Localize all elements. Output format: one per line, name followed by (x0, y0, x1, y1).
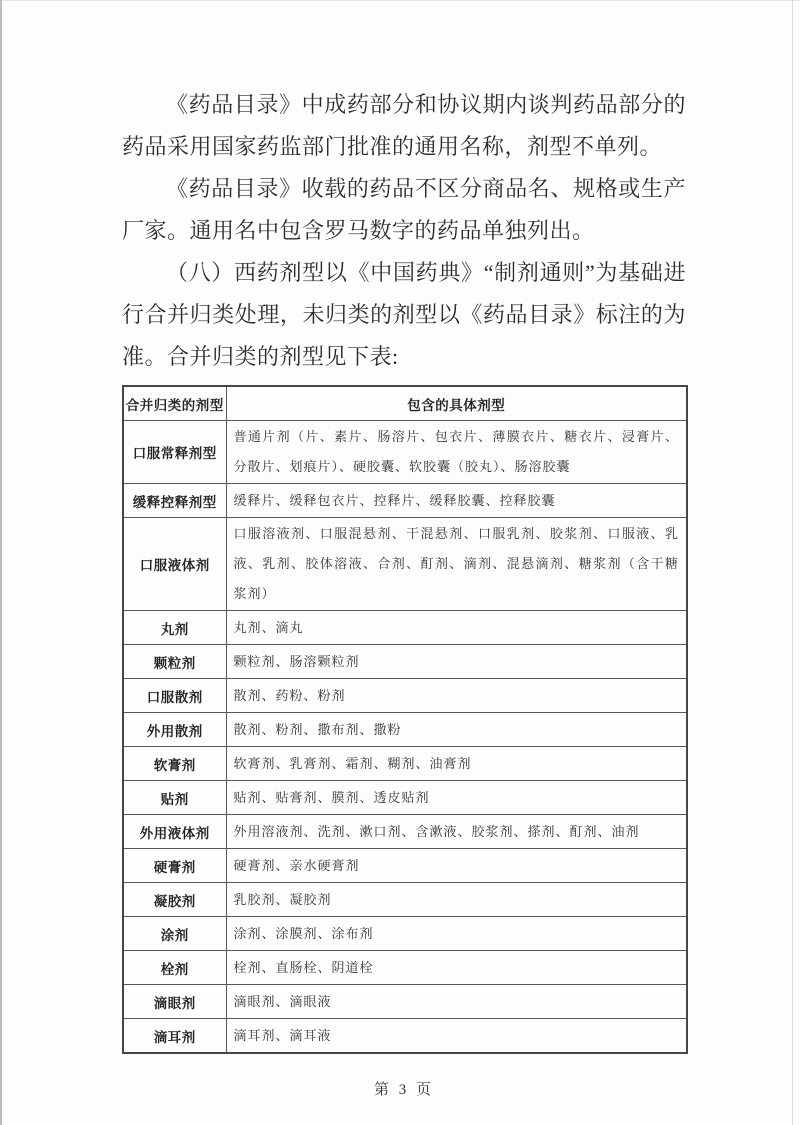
category-cell: 软膏剂 (123, 747, 226, 781)
category-cell: 贴剂 (123, 781, 226, 815)
category-cell: 栓剂 (123, 951, 226, 985)
category-cell: 外用散剂 (123, 713, 226, 747)
paragraph-drug-catalog-naming: 《药品目录》中成药部分和协议期内谈判药品部分的药品采用国家药监部门批准的通用名称，剂型不单列。 (122, 92, 686, 159)
scan-edge-top (0, 0, 800, 1)
table-header-category: 合并归类的剂型 (123, 386, 226, 421)
forms-cell: 硬膏剂、亲水硬膏剂 (226, 849, 687, 883)
forms-cell: 普通片剂（片、素片、肠溶片、包衣片、薄膜衣片、糖衣片、浸膏片、分散片、划痕片）、硬胶囊、软胶囊（胶丸）、肠溶胶囊 (226, 421, 687, 484)
page-number: 第 3 页 (373, 1082, 434, 1098)
forms-cell: 软膏剂、乳膏剂、霜剂、糊剂、油膏剂 (226, 747, 687, 781)
forms-cell: 外用溶液剂、洗剂、漱口剂、含漱液、胶浆剂、搽剂、酊剂、油剂 (226, 815, 687, 849)
forms-cell: 散剂、药粉、粉剂 (226, 679, 687, 713)
category-cell: 口服散剂 (123, 679, 226, 713)
category-cell: 口服液体剂 (123, 518, 226, 611)
category-cell: 滴耳剂 (123, 1019, 226, 1054)
table-row (123, 883, 687, 917)
forms-cell: 缓释片、缓释包衣片、控释片、缓释胶囊、控释胶囊 (226, 484, 687, 518)
table-row (123, 645, 687, 679)
table-row (123, 917, 687, 951)
forms-cell: 栓剂、直肠栓、阴道栓 (226, 951, 687, 985)
table-header-row (123, 386, 687, 421)
table-row (123, 1019, 687, 1054)
table-row (123, 985, 687, 1019)
category-cell: 凝胶剂 (123, 883, 226, 917)
category-cell: 缓释控释剂型 (123, 484, 226, 518)
table-row (123, 484, 687, 518)
category-cell: 外用液体剂 (123, 815, 226, 849)
forms-cell: 滴眼剂、滴眼液 (226, 985, 687, 1019)
category-cell: 滴眼剂 (123, 985, 226, 1019)
scan-edge-left (0, 0, 2, 1125)
forms-cell: 口服溶液剂、口服混悬剂、干混悬剂、口服乳剂、胶浆剂、口服液、乳液、乳剂、胶体溶液、合剂、酊剂、滴剂、混悬滴剂、糖浆剂（含干糖浆剂） (226, 518, 687, 611)
table-row (123, 679, 687, 713)
category-cell: 颗粒剂 (123, 645, 226, 679)
forms-cell: 贴剂、贴膏剂、膜剂、透皮贴剂 (226, 781, 687, 815)
table-row (123, 611, 687, 645)
table-row (123, 849, 687, 883)
category-cell: 口服常释剂型 (123, 421, 226, 484)
paragraph-drug-catalog-listing: 《药品目录》收载的药品不区分商品名、规格或生产厂家。通用名中包含罗马数字的药品单独列出。 (122, 176, 686, 243)
forms-cell: 颗粒剂、肠溶颗粒剂 (226, 645, 687, 679)
table-row (123, 713, 687, 747)
table-row (123, 421, 687, 484)
table-row (123, 518, 687, 611)
document-page (122, 84, 686, 1099)
forms-cell: 散剂、粉剂、撒布剂、撒粉 (226, 713, 687, 747)
forms-cell: 丸剂、滴丸 (226, 611, 687, 645)
table-header-forms: 包含的具体剂型 (226, 386, 687, 421)
forms-cell: 涂剂、涂膜剂、涂布剂 (226, 917, 687, 951)
category-cell: 丸剂 (123, 611, 226, 645)
forms-cell: 乳胶剂、凝胶剂 (226, 883, 687, 917)
category-cell: 硬膏剂 (123, 849, 226, 883)
table-row (123, 815, 687, 849)
forms-cell: 滴耳剂、滴耳液 (226, 1019, 687, 1054)
table-row (123, 747, 687, 781)
category-cell: 涂剂 (123, 917, 226, 951)
dosage-form-table (122, 385, 688, 1054)
scan-edge-right (792, 0, 793, 1125)
table-row (123, 951, 687, 985)
paragraph-dosage-form-rule: （八）西药剂型以《中国药典》“制剂通则”为基础进行合并归类处理，未归类的剂型以《药品目录》标注的为准。合并归类的剂型见下表: (122, 260, 686, 369)
table-row (123, 781, 687, 815)
